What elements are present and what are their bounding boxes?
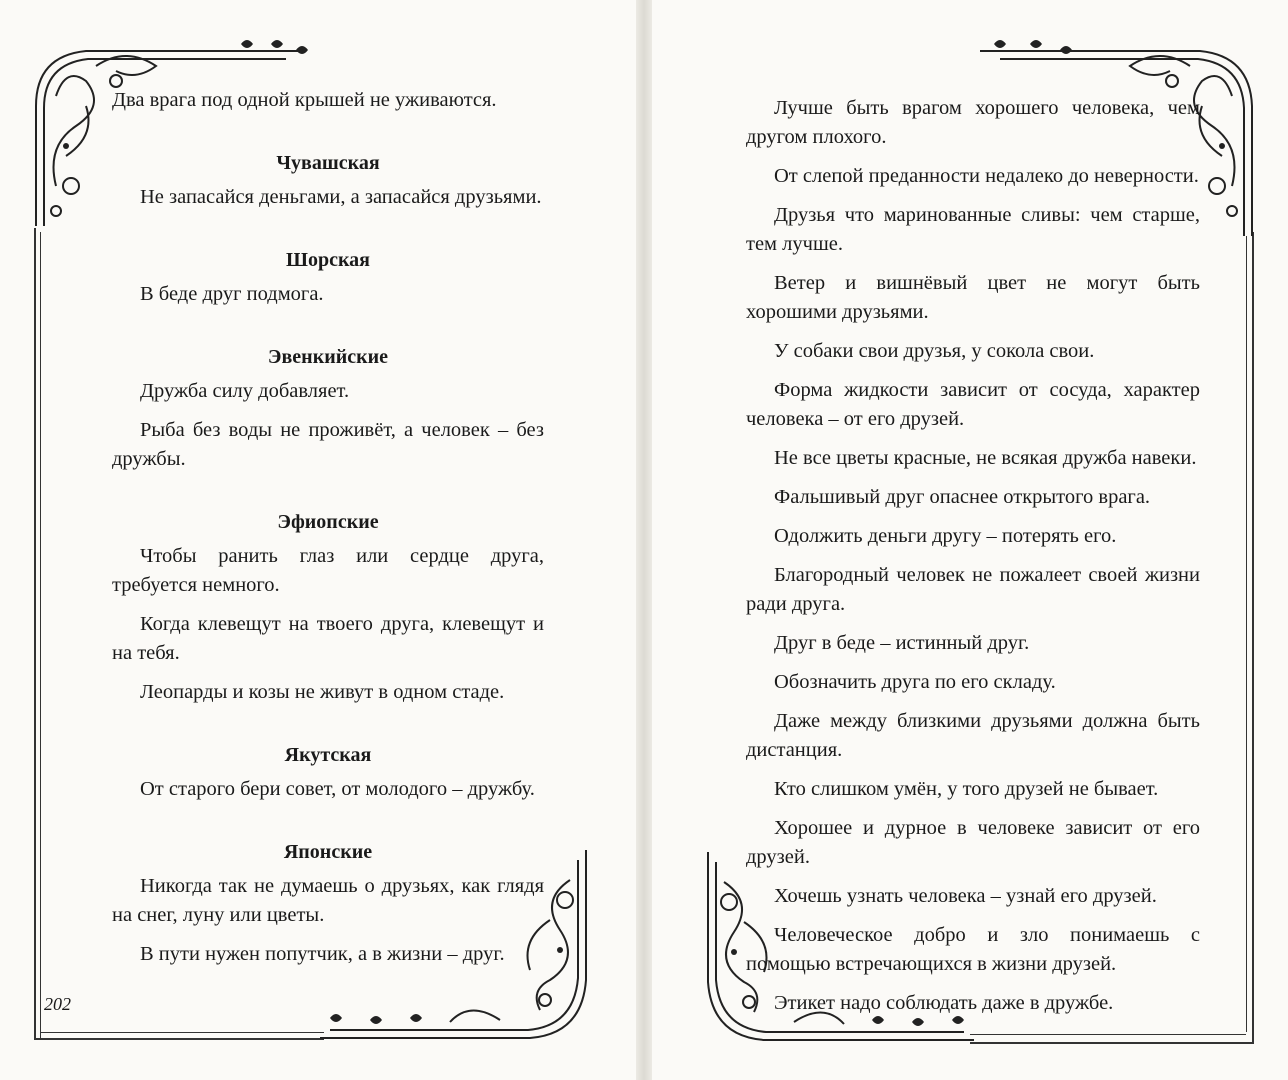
proverb: Когда клевещут на твоего друга, клевещут и на тебя. — [112, 613, 544, 664]
opening-proverb: Два врага под одной крышей не уживаются. — [112, 89, 497, 111]
section-heading: Шорская — [285, 249, 370, 271]
right-frame-vertical-inner — [1246, 236, 1247, 1032]
proverb: Фальшивый друг опаснее открытого врага. — [774, 486, 1151, 508]
proverb: Форма жидкости зависит от сосуда, характер человека – от его друзей. — [746, 379, 1200, 430]
proverb: Леопарды и козы не живут в одном стаде. — [140, 681, 505, 703]
proverb: Никогда так не думаешь о друзьях, как глядя на снег, луну или цветы. — [112, 875, 544, 926]
proverb: От старого бери совет, от молодого – дружбу. — [140, 778, 535, 800]
section-heading: Эфиопские — [277, 511, 379, 533]
right-page-text — [746, 94, 1200, 1028]
right-frame-bottom-inner — [970, 1034, 1246, 1035]
proverb: Не все цветы красные, не всякая дружба навеки. — [774, 447, 1197, 469]
proverb: Обозначить друга по его складу. — [774, 671, 1056, 693]
left-frame-bottom-inner — [40, 1032, 324, 1033]
proverb: Этикет надо соблюдать даже в дружбе. — [774, 992, 1114, 1014]
book-gutter — [636, 0, 652, 1080]
page-number: 202 — [44, 994, 71, 1014]
left-page-text — [112, 86, 544, 979]
proverb: У собаки свои друзья, у сокола свои. — [774, 340, 1095, 362]
proverb: От слепой преданности недалеко до неверности. — [774, 165, 1199, 187]
proverb: Чтобы ранить глаз или сердце друга, требуется немного. — [112, 545, 544, 596]
proverb: Кто слишком умён, у того друзей не бывает. — [774, 778, 1159, 800]
left-frame-bottom — [34, 1038, 324, 1040]
right-frame-bottom — [970, 1042, 1254, 1044]
section-heading: Японские — [283, 841, 373, 863]
proverb: Благородный человек не пожалеет своей жизни ради друга. — [746, 564, 1200, 615]
proverb: Рыба без воды не проживёт, а человек – без дружбы. — [112, 419, 544, 470]
proverb: В пути нужен попутчик, а в жизни – друг. — [140, 943, 505, 965]
proverb: Хорошее и дурное в человеке зависит от его друзей. — [746, 817, 1200, 868]
proverb: Ветер и вишнёвый цвет не могут быть хорошими друзьями. — [746, 272, 1200, 323]
proverb: Даже между близкими друзьями должна быть дистанция. — [746, 710, 1200, 761]
proverb: Друзья что маринованные сливы: чем старше, тем лучше. — [746, 204, 1200, 255]
section-heading: Чувашская — [276, 152, 380, 174]
section-heading: Якутская — [284, 744, 372, 766]
proverb: Одолжить деньги другу – потерять его. — [774, 525, 1117, 547]
proverb: Не запасайся деньгами, а запасайся друзьями. — [140, 186, 542, 208]
left-frame-vertical-inner — [40, 232, 41, 1040]
proverb: Человеческое добро и зло понимаешь с помощью встречающихся в жизни друзей. — [746, 924, 1200, 975]
right-frame-vertical — [1252, 232, 1254, 1044]
proverb: Лучше быть врагом хорошего человека, чем другом плохого. — [746, 97, 1200, 148]
proverb: Хочешь узнать человека – узнай его друзей. — [774, 885, 1157, 907]
proverb: Дружба силу добавляет. — [140, 380, 350, 402]
section-heading: Эвенкийские — [267, 346, 389, 368]
proverb: Друг в беде – истинный друг. — [774, 632, 1030, 654]
left-frame-vertical — [34, 228, 36, 1040]
proverb: В беде друг подмога. — [140, 283, 324, 305]
